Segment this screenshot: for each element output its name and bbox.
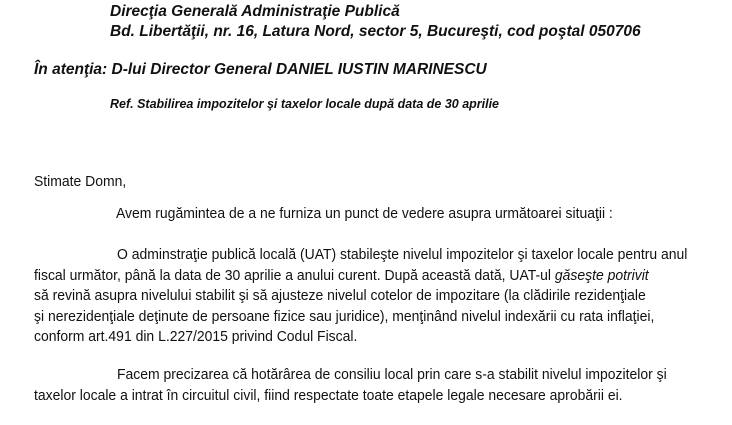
paragraph-situation-line — [34, 268, 649, 283]
paragraph-situation-line: O adminstraţie publică locală (UAT) stabileşte nivelul impozitelor şi taxelor locale pentru anul — [117, 246, 688, 263]
paragraph-situation-line: şi nerezidenţiale deţinute de persoane fizice sau juridice), menţinând nivelul indexării cu rata inflaţiei, — [34, 308, 655, 325]
paragraph-situation-text: fiscal următor, până la data de 30 aprilie a anului curent. După această dată, UAT-ul — [34, 267, 555, 284]
paragraph-situation-line: să revină asupra nivelului stabilit şi să ajusteze nivelul cotelor de impozitare (la clădirile rezidenţiale — [34, 287, 646, 304]
attention-line: În atenţia: D-lui Director General DANIEL IUSTIN MARINESCU — [34, 61, 487, 78]
paragraph-situation-line: conform art.491 din L.227/2015 privind Codul Fiscal. — [34, 328, 358, 345]
recipient-institution: Direcţia Generală Administraţie Publică — [110, 3, 400, 20]
paragraph-request: Avem rugămintea de a ne furniza un punct de vedere asupra următoarei situaţii : — [116, 205, 613, 222]
paragraph-clarification-line: Facem precizarea că hotărârea de consiliu local prin care s-a stabilit nivelul impozitelor şi — [117, 366, 667, 383]
italic-emphasis: găseşte potrivit — [554, 267, 649, 284]
salutation: Stimate Domn, — [34, 173, 127, 190]
recipient-address: Bd. Libertăţii, nr. 16, Latura Nord, sector 5, Bucureşti, cod poştal 050706 — [110, 23, 641, 40]
paragraph-clarification-line: taxelor locale a intrat în circuitul civil, fiind respectate toate etapele legale necesare aprobării ei. — [34, 387, 623, 404]
reference-line: Ref. Stabilirea impozitelor şi taxelor locale după data de 30 aprilie — [110, 97, 500, 111]
